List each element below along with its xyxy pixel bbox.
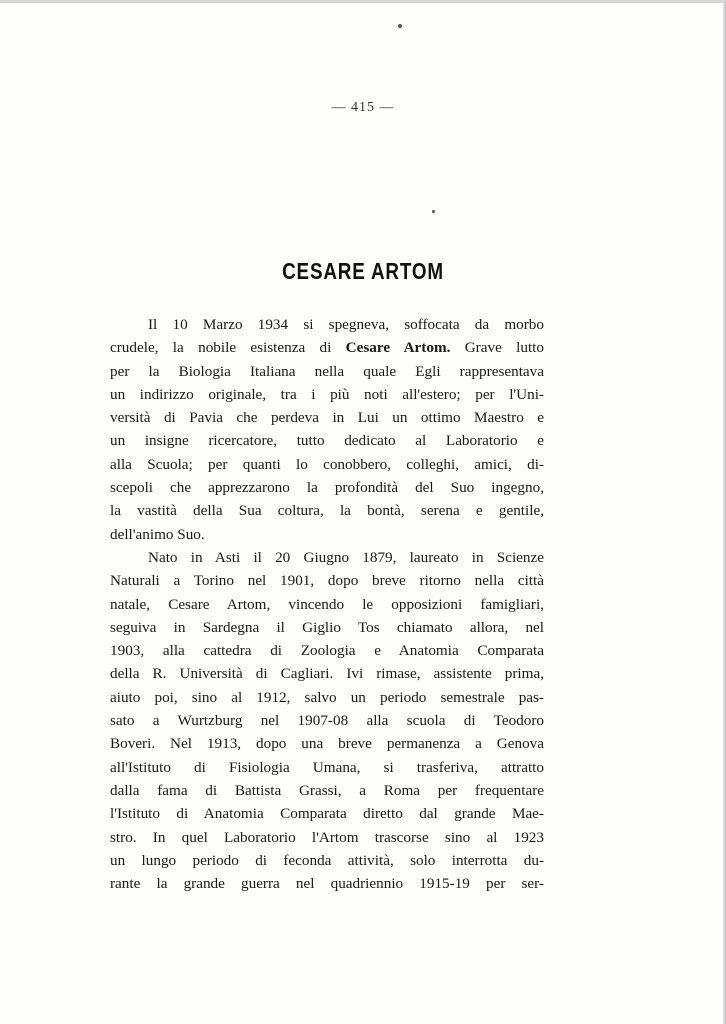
- paragraph-1-line: un indirizzo originale, tra i più noti all'estero; per l'Uni-: [110, 385, 544, 403]
- paragraph-2-line: Naturali a Torino nel 1901, dopo breve ritorno nella città: [110, 572, 544, 590]
- paragraph-1-line: per la Biologia Italiana nella quale Egli rappresentava: [110, 362, 544, 380]
- text-run: crudele, la nobile esistenza di: [110, 339, 346, 357]
- scan-speck: [398, 24, 402, 28]
- paragraph-1-line: [110, 336, 544, 359]
- paragraph-2-line: stro. In quel Laboratorio l'Artom trascorse sino al 1923: [110, 828, 544, 846]
- paragraph-1-line: scepoli che apprezzarono la profondità del Suo ingegno,: [110, 479, 544, 497]
- paragraph-2-line: Nato in Asti il 20 Giugno 1879, laureato in Scienze: [148, 548, 544, 566]
- paragraph-2-line: sato a Wurtzburg nel 1907-08 alla scuola di Teodoro: [110, 712, 544, 730]
- paragraph-2-line: Boveri. Nel 1913, dopo una breve permanenza a Genova: [110, 735, 544, 753]
- page-number: — 415 —: [331, 100, 395, 115]
- article-title: CESARE ARTOM: [282, 258, 444, 284]
- paragraph-1-line: Il 10 Marzo 1934 si spegneva, soffocata da morbo: [148, 316, 544, 333]
- paragraph-2-line: un lungo periodo di feconda attività, solo interrotta du-: [110, 851, 544, 869]
- article-body: [110, 313, 544, 895]
- paragraph-1-line: la vastità della Sua coltura, la bontà, serena e gentile,: [110, 502, 544, 520]
- paragraph-2-line: l'Istituto di Anatomia Comparata diretto dal grande Mae-: [110, 805, 544, 823]
- name-bold: Cesare Artom.: [345, 339, 451, 357]
- paragraph-2-line: seguiva in Sardegna il Giglio Tos chiamato allora, nel: [110, 618, 544, 636]
- paragraph-1-line: un insigne ricercatore, tutto dedicato al Laboratorio e: [110, 432, 544, 450]
- paragraph-1-line: versità di Pavia che perdeva in Lui un ottimo Maestro e: [110, 409, 544, 427]
- paragraph-2-line: all'Istituto di Fisiologia Umana, si trasferiva, attratto: [110, 758, 544, 776]
- paragraph-1-line: dell'animo Suo.: [110, 525, 205, 543]
- paragraph-1-line: alla Scuola; per quanti lo conobbero, colleghi, amici, di-: [110, 455, 544, 473]
- paragraph-2-line: rante la grande guerra nel quadriennio 1915-19 per ser-: [110, 875, 544, 893]
- scan-speck: [432, 210, 435, 213]
- paragraph-2-line: natale, Cesare Artom, vincendo le opposizioni famigliari,: [110, 595, 544, 613]
- top-edge-shadow: [0, 0, 726, 3]
- paragraph-2-line: 1903, alla cattedra di Zoologia e Anatomia Comparata: [110, 642, 544, 660]
- paragraph-2-line: della R. Università di Cagliari. Ivi rimase, assistente prima,: [110, 665, 544, 683]
- paragraph-2-line: aiuto poi, sino al 1912, salvo un periodo semestrale pas-: [110, 688, 544, 706]
- paragraph-2-line: dalla fama di Battista Grassi, a Roma per frequentare: [110, 781, 544, 799]
- text-run: Grave lutto: [450, 339, 544, 357]
